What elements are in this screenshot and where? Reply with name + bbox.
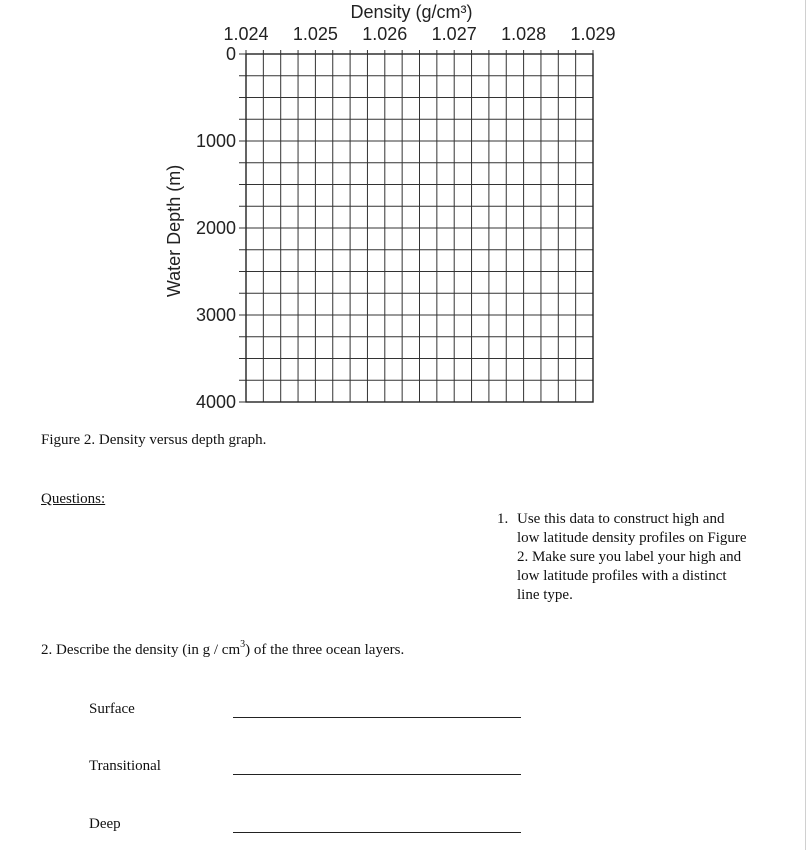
answer-line-transitional[interactable] xyxy=(233,774,521,775)
x-tick-label: 1.027 xyxy=(431,24,477,44)
answer-line-surface[interactable] xyxy=(233,717,521,718)
x-tick-label: 1.024 xyxy=(223,24,269,44)
answer-line-deep[interactable] xyxy=(233,832,521,833)
y-tick-label: 1000 xyxy=(195,131,236,151)
y-tick-label: 0 xyxy=(225,44,236,64)
layer-label-surface: Surface xyxy=(89,701,135,717)
question-2 xyxy=(41,639,405,659)
layer-label-deep: Deep xyxy=(89,816,121,832)
questions-heading: Questions: xyxy=(41,491,106,507)
x-tick-label: 1.029 xyxy=(570,24,616,44)
y-axis-label: Water Depth (m) xyxy=(164,164,184,298)
y-tick-label: 2000 xyxy=(195,218,236,238)
question-2-text-after: ) of the three ocean layers. xyxy=(245,642,405,658)
chart-title: Density (g/cm³) xyxy=(350,2,473,22)
question-2-superscript: 3 xyxy=(240,639,246,650)
question-2-text-before: 2. Describe the density (in g / cm xyxy=(41,642,241,658)
figure-caption: Figure 2. Density versus depth graph. xyxy=(41,432,267,448)
x-tick-label: 1.028 xyxy=(501,24,547,44)
x-tick-label: 1.026 xyxy=(362,24,408,44)
y-tick-label: 3000 xyxy=(195,305,236,325)
y-tick-label: 4000 xyxy=(195,392,236,412)
question-1 xyxy=(497,510,757,605)
x-tick-label: 1.025 xyxy=(292,24,338,44)
question-1-number: 1. xyxy=(497,511,509,527)
question-1-text: Use this data to construct high and low latitude density profiles on Figure 2. Make sure you label your high and low latitude profiles with a distinct line type. xyxy=(517,511,747,603)
layer-label-transitional: Transitional xyxy=(89,758,161,774)
